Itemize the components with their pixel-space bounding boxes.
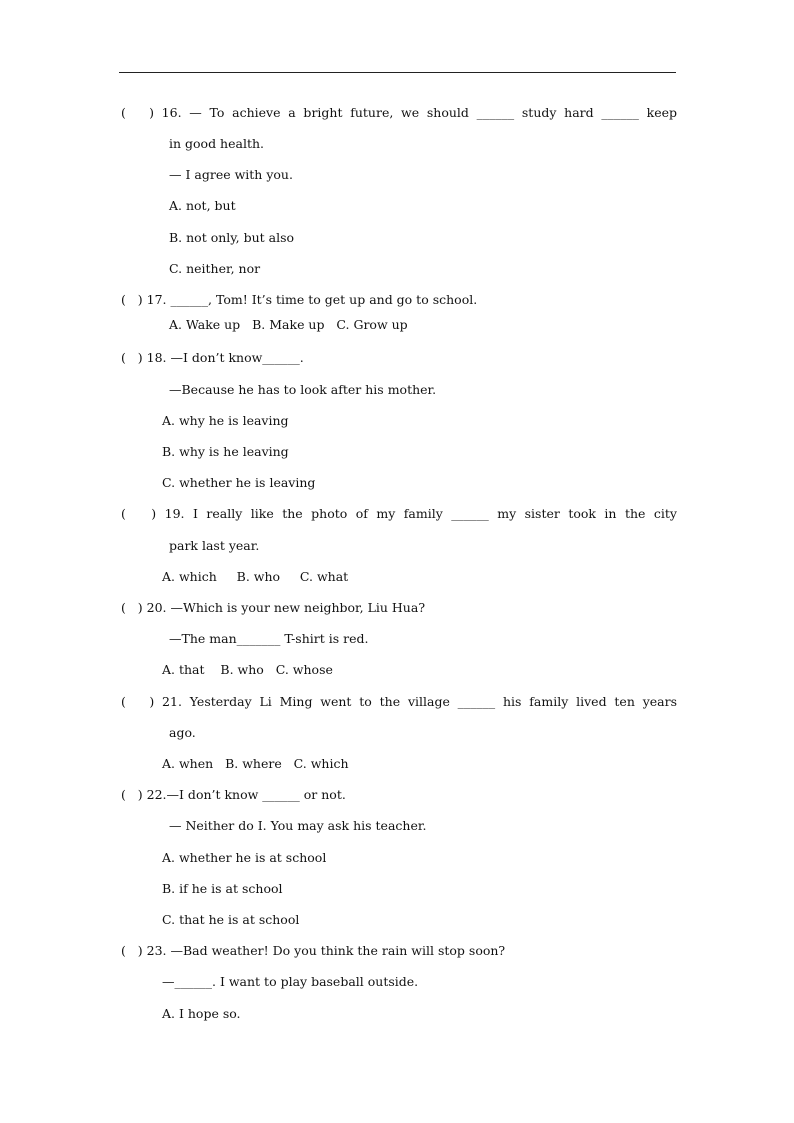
question-18-option-b: B. why is he leaving: [162, 444, 289, 459]
question-20-reply: —The man_______ T-shirt is red.: [169, 631, 369, 646]
question-21-stem: ( ) 21. Yesterday Li Ming went to the village ______ his family lived ten years: [121, 694, 677, 709]
question-21-options: A. when B. where C. which: [162, 756, 349, 771]
question-22-option-c: C. that he is at school: [162, 912, 300, 927]
question-18-stem: ( ) 18. —I don’t know______.: [121, 350, 304, 365]
question-16-option-b: B. not only, but also: [169, 230, 295, 245]
question-20-options: A. that B. who C. whose: [162, 662, 333, 677]
question-16-stem-cont: in good health.: [169, 136, 264, 151]
question-21-stem-cont: ago.: [169, 725, 196, 740]
question-19-options: A. which B. who C. what: [162, 569, 349, 584]
question-23-option-a: A. I hope so.: [162, 1006, 241, 1021]
question-16-option-a: A. not, but: [169, 198, 236, 213]
question-16-option-c: C. neither, nor: [169, 261, 261, 276]
question-16-reply: — I agree with you.: [169, 167, 293, 182]
question-18-option-c: C. whether he is leaving: [162, 475, 316, 490]
question-22-stem: ( ) 22.—I don’t know ______ or not.: [121, 787, 346, 802]
question-22-option-a: A. whether he is at school: [162, 850, 327, 865]
question-19-stem-cont: park last year.: [169, 538, 260, 553]
question-16-stem: ( ) 16. — To achieve a bright future, we should ______ study hard ______ keep: [121, 105, 677, 120]
question-22-option-b: B. if he is at school: [162, 881, 283, 896]
question-23-reply: —______. I want to play baseball outside.: [162, 974, 419, 989]
question-20-stem: ( ) 20. —Which is your new neighbor, Liu Hua?: [121, 600, 426, 615]
question-17-stem: ( ) 17. ______, Tom! It’s time to get up and go to school.: [121, 292, 478, 307]
question-23-stem: ( ) 23. —Bad weather! Do you think the rain will stop soon?: [121, 943, 506, 958]
question-17-options: A. Wake up B. Make up C. Grow up: [169, 317, 408, 332]
question-22-reply: — Neither do I. You may ask his teacher.: [169, 818, 427, 833]
header-rule: [119, 72, 676, 73]
question-18-option-a: A. why he is leaving: [162, 413, 289, 428]
question-19-stem: ( ) 19. I really like the photo of my family ______ my sister took in the city: [121, 506, 677, 521]
question-18-reply: —Because he has to look after his mother.: [169, 382, 437, 397]
